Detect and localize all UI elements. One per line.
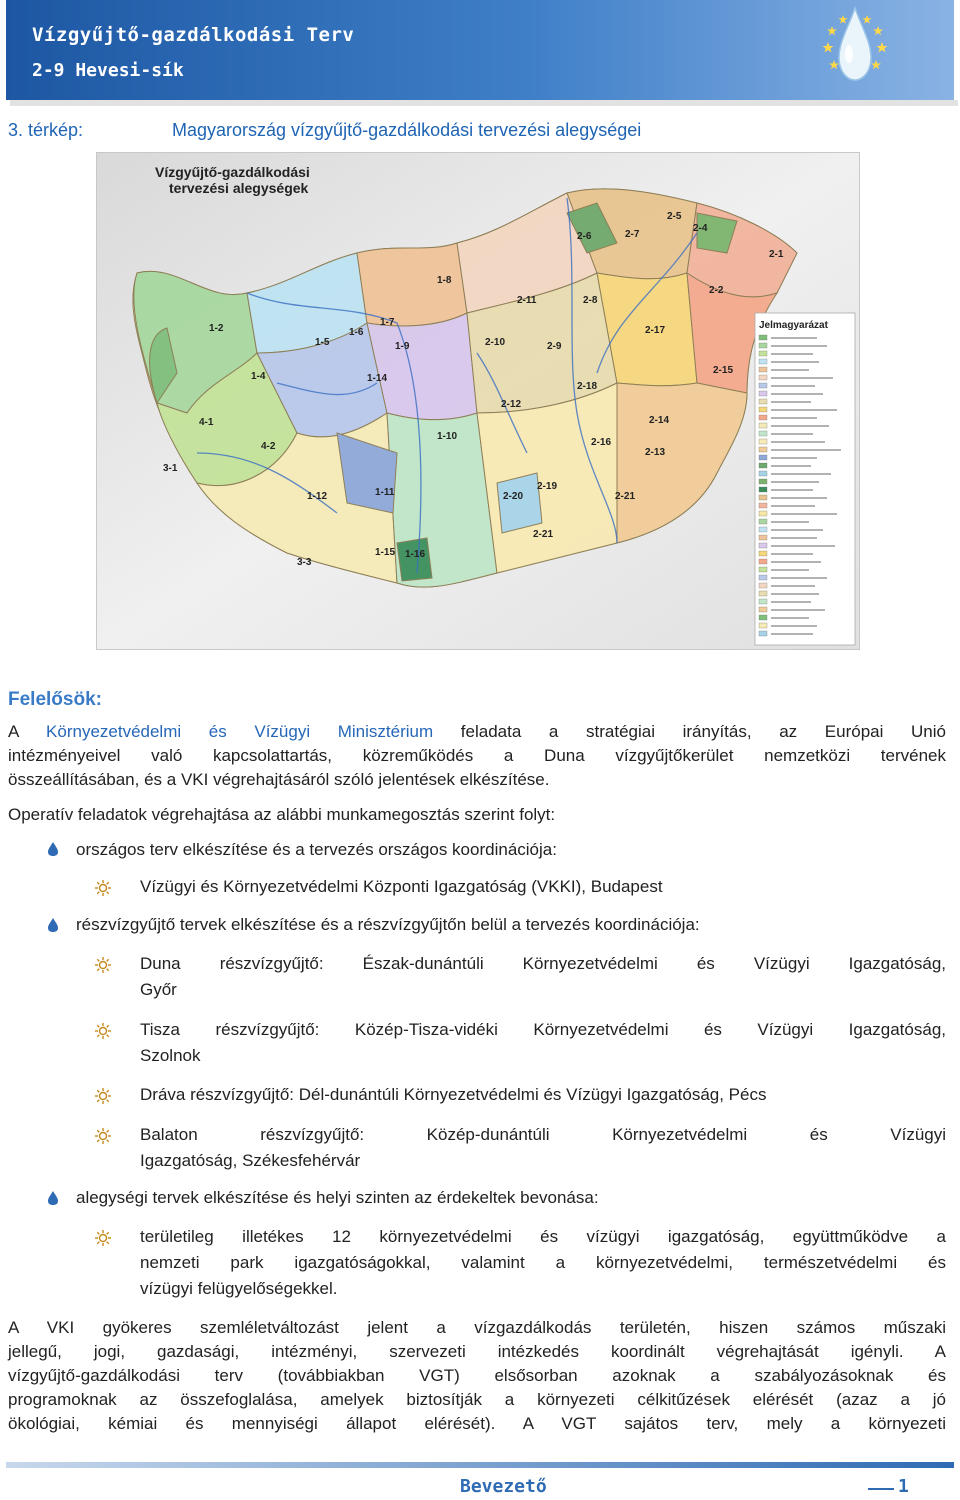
header-title: Vízgyűjtő-gazdálkodási Terv [32, 24, 355, 46]
header-subtitle: 2-9 Hevesi-sík [32, 60, 184, 81]
map-caption-label: 3. térkép: [8, 120, 84, 140]
svg-text:2-12: 2-12 [501, 399, 522, 410]
svg-text:1-15: 1-15 [375, 547, 396, 558]
svg-text:1-12: 1-12 [307, 491, 328, 502]
para1-line2: intézményeivel való kapcsolattartás, közreműködés a Duna vízgyűjtőkerület nemzetközi tervének [8, 746, 946, 765]
footer-rule [6, 1462, 954, 1468]
svg-text:2-21: 2-21 [615, 491, 636, 502]
sub-bullet-balaton [140, 1122, 946, 1174]
bullet-local-plans: alegységi tervek elkészítése és helyi szinten az érdekeltek bevonása: [76, 1188, 599, 1207]
svg-text:2-13: 2-13 [645, 447, 666, 458]
footer-dash [868, 1488, 894, 1490]
sub-bullet-tisza-line2: Szolnok [140, 1046, 201, 1065]
sub-bullet-drava: Dráva részvízgyűjtő: Dél-dunántúli Környezetvédelmi és Vízügyi Igazgatóság, Pécs [140, 1085, 767, 1104]
svg-text:2-19: 2-19 [537, 481, 558, 492]
svg-text:4-1: 4-1 [199, 417, 214, 428]
svg-text:2-18: 2-18 [577, 381, 598, 392]
sub-bullet-directorates-line3: vízügyi felügyelőségekkel. [140, 1279, 338, 1298]
sub-bullet-balaton-line1: Balaton részvízgyűjtő: Közép-dunántúli Környezetvédelmi és Vízügyi [140, 1125, 946, 1144]
footer-section-label: Bevezető [460, 1476, 547, 1497]
para1-prefix: A [8, 722, 47, 741]
map-graphic [97, 153, 859, 649]
drop-bullet-icon [46, 917, 60, 933]
sub-bullet-directorates-line2: nemzeti park igazgatóságokkal, valamint a környezetvédelmi, természetvédelmi és [140, 1253, 946, 1272]
svg-text:2-4: 2-4 [693, 223, 708, 234]
sub-bullet-duna-line1: Duna részvízgyűjtő: Észak-dunántúli Környezetvédelmi és Vízügyi Igazgatóság, [140, 954, 946, 973]
sun-bullet-icon [94, 1229, 112, 1247]
sun-bullet-icon [94, 1087, 112, 1105]
svg-text:2-7: 2-7 [625, 229, 640, 240]
eu-water-drop-logo-icon [818, 2, 892, 90]
bullet-national-plan: országos terv elkészítése és a tervezés országos koordinációja: [76, 840, 557, 859]
vki-line4: programoknak az összefoglalása, amelyek biztosítják a környezeti célkitűzések elérését (azaz a jó [8, 1390, 946, 1409]
page-header [6, 0, 954, 100]
map-legend [755, 313, 855, 645]
vki-line3: vízgyűjtő-gazdálkodási terv (továbbiakban VGT) elsősorban azoknak a szabályozásoknak és [8, 1366, 946, 1385]
svg-text:1-11: 1-11 [375, 487, 395, 498]
river-basin-map [96, 152, 860, 650]
sub-bullet-directorates [140, 1224, 946, 1302]
svg-text:2-5: 2-5 [667, 211, 682, 222]
svg-text:1-10: 1-10 [437, 431, 458, 442]
svg-text:2-8: 2-8 [583, 295, 598, 306]
header-shadow [10, 100, 958, 106]
sub-bullet-tisza [140, 1017, 946, 1069]
svg-text:1-16: 1-16 [405, 549, 426, 560]
svg-text:1-6: 1-6 [349, 327, 364, 338]
svg-text:1-7: 1-7 [380, 317, 395, 328]
svg-text:2-10: 2-10 [485, 337, 506, 348]
svg-text:2-1: 2-1 [769, 249, 784, 260]
svg-text:3-1: 3-1 [163, 463, 178, 474]
drop-bullet-icon [46, 841, 60, 857]
svg-text:2-11: 2-11 [517, 295, 537, 306]
sub-bullet-balaton-line2: Igazgatóság, Székesfehérvár [140, 1151, 361, 1170]
svg-text:1-2: 1-2 [209, 323, 224, 334]
sub-bullet-directorates-line1: területileg illetékes 12 környezetvédelmi és vízügyi igazgatóság, együttműködve a [140, 1227, 946, 1246]
para1-line3: összeállításában, és a VKI végrehajtásáról szóló jelentések elkészítése. [8, 770, 550, 789]
vki-line5: ökológiai, kémiai és mennyiségi állapot elérését). A VGT sajátos terv, mely a környezeti [8, 1414, 946, 1433]
svg-text:1-5: 1-5 [315, 337, 330, 348]
sun-bullet-icon [94, 956, 112, 974]
svg-text:1-8: 1-8 [437, 275, 452, 286]
section-title-responsibles: Felelősök: [8, 689, 102, 710]
svg-text:3-3: 3-3 [297, 557, 312, 568]
vki-line1: A VKI gyökeres szemléletváltozást jelent a vízgazdálkodás területén, hiszen számos műszaki [8, 1318, 946, 1337]
sub-bullet-duna [140, 951, 946, 1003]
svg-text:1-9: 1-9 [395, 341, 410, 352]
paragraph-vki [8, 1316, 946, 1436]
svg-text:2-6: 2-6 [577, 231, 592, 242]
map-caption-text: Magyarország vízgyűjtő-gazdálkodási tervezési alegységei [172, 120, 642, 140]
sub-bullet-duna-line2: Győr [140, 980, 177, 999]
svg-text:2-15: 2-15 [713, 365, 734, 376]
drop-bullet-icon [46, 1190, 60, 1206]
para1-line1: feladata a stratégiai irányítás, az Európai Unió [460, 722, 946, 741]
svg-text:1-14: 1-14 [367, 373, 388, 384]
bullet-subbasin-plans: részvízgyűjtő tervek elkészítése és a részvízgyűjtőn belül a tervezés koordinációja: [76, 915, 700, 934]
svg-text:2-20: 2-20 [503, 491, 524, 502]
vki-line2: jellegű, jogi, gazdasági, intézményi, szervezeti intézkedés koordinált végrehajtását igényli. A [8, 1342, 946, 1361]
svg-text:4-2: 4-2 [261, 441, 276, 452]
sun-bullet-icon [94, 1022, 112, 1040]
paragraph-operative: Operatív feladatok végrehajtása az alábbi munkamegosztás szerint folyt: [8, 805, 556, 824]
sub-bullet-vkki: Vízügyi és Környezetvédelmi Központi Igazgatóság (VKKI), Budapest [140, 877, 663, 896]
map-title-line1: Vízgyűjtő-gazdálkodási [155, 164, 310, 180]
svg-text:2-16: 2-16 [591, 437, 612, 448]
legend-title: Jelmagyarázat [759, 320, 828, 331]
svg-text:2-2: 2-2 [709, 285, 724, 296]
ministry-name: Környezetvédelmi és Vízügyi Minisztérium [46, 722, 434, 741]
paragraph-ministry [8, 720, 946, 792]
svg-text:2-14: 2-14 [649, 415, 670, 426]
svg-text:2-17: 2-17 [645, 325, 666, 336]
page-number: 1 [898, 1476, 909, 1497]
sun-bullet-icon [94, 1127, 112, 1145]
sub-bullet-tisza-line1: Tisza részvízgyűjtő: Közép-Tisza-vidéki Környezetvédelmi és Vízügyi Igazgatóság, [140, 1020, 946, 1039]
map-title-line2: tervezési alegységek [169, 180, 309, 196]
svg-text:2-21: 2-21 [533, 529, 554, 540]
sun-bullet-icon [94, 879, 112, 897]
svg-text:1-4: 1-4 [251, 371, 266, 382]
svg-text:2-9: 2-9 [547, 341, 562, 352]
